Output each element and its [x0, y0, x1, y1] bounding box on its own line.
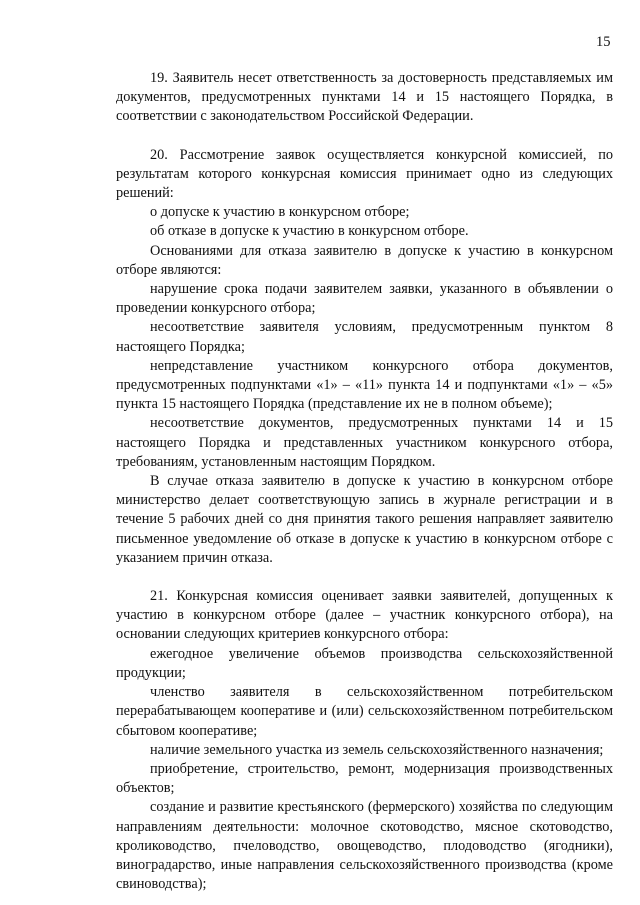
paragraph-19: 19. Заявитель несет ответственность за достоверность представляемых им документов, предусмотренных пунктами 14 и 15 настоящего Порядка, в соответствии с законодательством Российской Федерации. [116, 70, 613, 125]
refusal-ground-documents-mismatch: несоответствие документов, предусмотренных пунктами 14 и 15 настоящего Порядка и представленных участником конкурсного отбора, требованиям, установленным настоящим Порядком. [116, 415, 613, 470]
criterion-farm-development: создание и развитие крестьянского (фермерского) хозяйства по следующим направлениям деятельности: молочное скотоводство, мясное скотоводство, кролиководство, пчеловодство, овощеводство, плодоводство (ягодники), виноградарство, иные направления сельскохозяйственного производства (кроме свиноводства); [116, 799, 613, 893]
refusal-ground-conditions: несоответствие заявителя условиям, предусмотренным пунктом 8 настоящего Порядка; [116, 319, 613, 355]
document-body [116, 69, 613, 894]
paragraph-20: 20. Рассмотрение заявок осуществляется конкурсной комиссией, по результатам которого конкурсная комиссия принимает одно из следующих решений: [116, 146, 613, 202]
refusal-notification: В случае отказа заявителю в допуске к участию в конкурсном отборе министерство делает соответствующую запись в журнале регистрации и в течение 5 рабочих дней со дня принятия такого решения направляет заявителю письменное уведомление об отказе в допуске к участию в конкурсном отборе с указанием причин отказа. [116, 473, 613, 566]
criterion-facilities: приобретение, строительство, ремонт, модернизация производственных объектов; [116, 760, 613, 797]
decision-option-admit: о допуске к участию в конкурсном отборе; [150, 204, 410, 221]
page-number: 15 [596, 34, 611, 50]
criterion-production-growth: ежегодное увеличение объемов производства сельскохозяйственной продукции; [116, 645, 613, 681]
refusal-ground-deadline: нарушение срока подачи заявителем заявки, указанного в объявлении о проведении конкурсного отбора; [116, 281, 613, 317]
refusal-grounds-intro: Основаниями для отказа заявителю в допуске к участию в конкурсном отборе являются: [116, 242, 613, 278]
refusal-ground-documents-missing: непредставление участником конкурсного отбора документов, предусмотренных подпунктами «1» – «11» пункта 14 и подпунктами «1» – «5» пункта 15 настоящего Порядка (представление их не в полном объеме); [116, 357, 613, 413]
criterion-land-plot: наличие земельного участка из земель сельскохозяйственного назначения; [150, 741, 604, 758]
paragraph-21: 21. Конкурсная комиссия оценивает заявки заявителей, допущенных к участию в конкурсном отборе (далее – участник конкурсного отбора), на основании следующих критериев конкурсного отбора: [116, 588, 613, 643]
criterion-cooperative-membership: членство заявителя в сельскохозяйственном потребительском перерабатывающем кооперативе и (или) сельскохозяйственном потребительском сбытовом кооперативе; [116, 684, 613, 739]
decision-option-refuse: об отказе в допуске к участию в конкурсном отборе. [150, 223, 469, 240]
